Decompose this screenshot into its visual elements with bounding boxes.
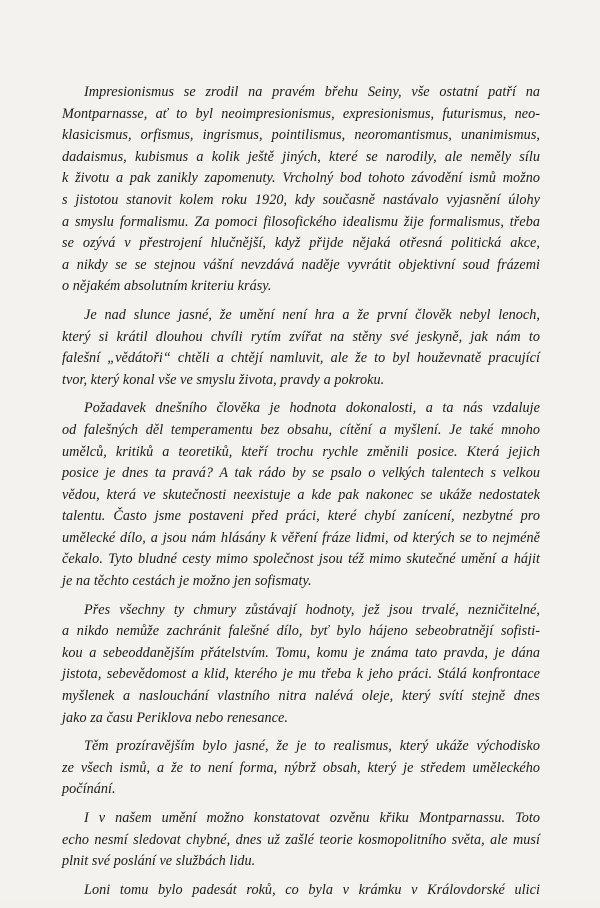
paragraph bbox=[62, 736, 540, 801]
text-line: Montparnasse, ať to byl neoimpresionismus, expresionismus, futurismus, neo- bbox=[62, 105, 540, 122]
paragraph bbox=[62, 305, 540, 391]
text-line: k životu a pak zanikly zapomenuty. Vrcholný bod tohoto závodění ismů možno bbox=[62, 170, 540, 187]
text-line: plnit své poslání ve službách lidu. bbox=[62, 853, 256, 870]
paragraph bbox=[62, 398, 540, 592]
text-line: který si krátil dlouhou chvíli rytím zvířat na stěny své jeskyně, jak nám to bbox=[62, 328, 540, 345]
text-block bbox=[62, 82, 540, 908]
text-line: vědou, která ve skutečnosti neexistuje a kde pak nakonec se ukáže nedostatek bbox=[62, 486, 540, 503]
text-line: Těm prozíravějším bylo jasné, že je to realismus, který ukáže východisko bbox=[84, 738, 540, 755]
text-line: počínání. bbox=[62, 781, 116, 798]
text-line: o nějakém absolutním kriteriu krásy. bbox=[62, 278, 272, 295]
paragraph bbox=[62, 808, 540, 873]
text-line: kou a sebeoddanějším přátelstvím. Tomu, komu je známa tato pravda, je dána bbox=[62, 644, 540, 661]
text-line: posice je dnes ta pravá? A tak rádo by se psalo o velkých talentech s velkou bbox=[62, 465, 540, 482]
text-line: Impresionismus se zrodil na pravém břehu Seiny, vše ostatní patří na bbox=[84, 84, 540, 100]
text-line: se ozývá v přestrojení hlučnější, když přijde nějaká otřesná politická akce, bbox=[62, 235, 540, 252]
text-line: Loni tomu bylo padesát roků, co byla v krámku v Královdorské ulici bbox=[84, 881, 540, 898]
text-line: ze všech ismů, a že to není forma, nýbrž obsah, který je středem uměleckého bbox=[62, 759, 540, 776]
text-line: a nikdo nemůže zachránit falešné dílo, byť bylo hájeno sebeobratnějí sofisti- bbox=[62, 623, 540, 640]
text-line: umělců, kritiků a teoretiků, kteří trochu rychle změnili posice. Která jejich bbox=[62, 443, 540, 460]
text-line: jistota, sebevědomost a klid, kterého je mu třeba k jeho práci. Stálá konfrontace bbox=[62, 666, 540, 683]
text-line: s jistotou stanovit kolem roku 1920, kdy současně nastávalo vyjasnění úlohy bbox=[62, 191, 540, 208]
text-line: I v našem umění možno konstatovat ozvěnu křiku Montparnassu. Toto bbox=[84, 810, 540, 826]
text-line: je na těchto cestách je možno jen sofismaty. bbox=[62, 573, 312, 590]
text-line: myšlenek a naslouchání vlastního nitra nalévá oleje, který svítí stejně dnes bbox=[62, 688, 540, 705]
paragraph bbox=[62, 880, 540, 902]
text-line: tvor, který konal vše ve smyslu života, pravdy a pokroku. bbox=[62, 371, 385, 388]
text-line: talentu. Často jsme postaveni před práci, které chybí zanícení, nezbytné pro bbox=[62, 508, 540, 525]
text-line: dadaismus, kubismus a kolik ještě jiných, které se narodily, ale neměly sílu bbox=[62, 148, 540, 165]
text-line: a smyslu formalismu. Za pomoci filosofického idealismu žije formalismus, třeba bbox=[62, 213, 540, 230]
text-line: čekalo. Tyto bludné cesty mimo společnost jsou též mimo skutečné umění a hájit bbox=[62, 551, 540, 568]
text-line: a nikdy se se stejnou vášní nevzdává naděje vyvrátit objektivní soud frázemi bbox=[62, 256, 540, 273]
text-line: umělecké dílo, a jsou nám hlásány k věření fráze lidmi, od kterých se to nejméně bbox=[62, 529, 540, 546]
paragraph bbox=[62, 600, 540, 730]
text-line: jako za času Periklova nebo renesance. bbox=[62, 709, 288, 726]
paragraph bbox=[62, 82, 540, 298]
text-line: Přes všechny ty chmury zůstávají hodnoty, jež jsou trvalé, nezničitelné, bbox=[84, 601, 540, 618]
text-line: od falešných děl temperamentu bez obsahu, cítění a myšlení. Je také mnoho bbox=[62, 421, 540, 438]
text-line: klasicismus, orfismus, ingrismus, pointilismus, neoromantismus, unanimismus, bbox=[62, 127, 540, 144]
text-line: Požadavek dnešního člověka je hodnota dokonalosti, a ta nás vzdaluje bbox=[84, 400, 540, 417]
text-line: falešní „vědátoři“ chtěli a chtějí namluvit, ale že to byl houževnatě pracující bbox=[62, 350, 540, 367]
text-line: echo nesmí sledovat chybné, dnes už zašlé teorie kosmopolitního světa, ale musí bbox=[62, 831, 540, 848]
text-line: Je nad slunce jasné, že umění není hra a že první člověk nebyl lenoch, bbox=[84, 306, 540, 323]
